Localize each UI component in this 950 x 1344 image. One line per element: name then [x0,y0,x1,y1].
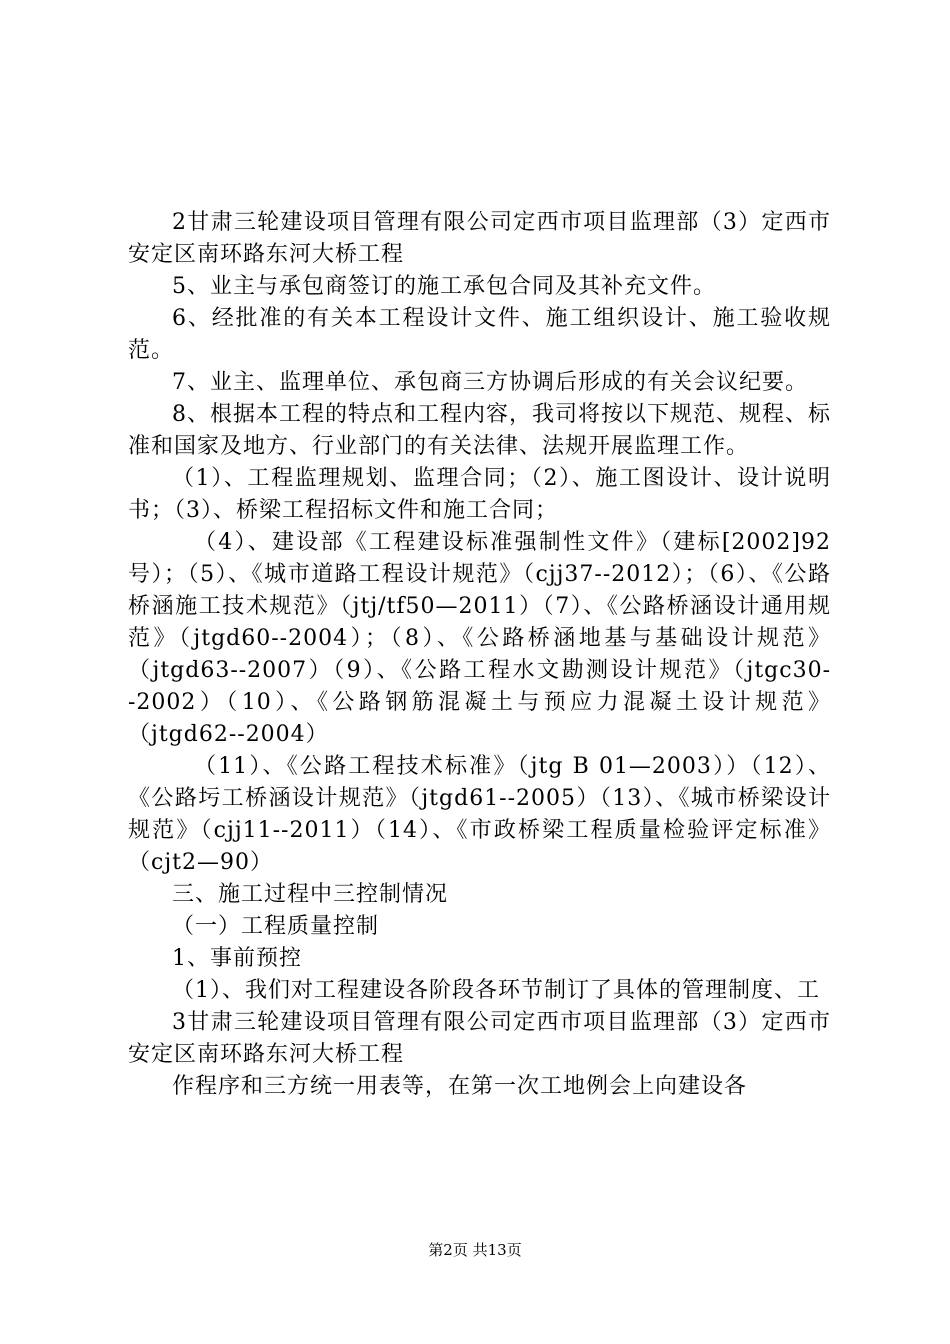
list-item-5: 5、业主与承包商签订的施工承包合同及其补充文件。 [172,274,716,299]
spec-list-11-14: （11）、《公路工程技术标准》（jtg B 01—2003））（12）、《公路圬工桥涵设计规范》（jtgd61--2005）（13）、《城市桥梁设计规范》（cjj11--2011）（14）、《市政桥梁工程质量检验评定标准》（cjt2—90） [128,754,831,875]
page-number-label: 第2页 共13页 [428,1241,522,1259]
spec-list-1-3: （1）、工程监理规划、监理合同；（2）、施工图设计、设计说明书；（3）、桥梁工程招标文件和施工合同； [128,466,831,523]
list-item-8: 8、根据本工程的特点和工程内容，我司将按以下规范、规程、标准和国家及地方、行业部门的有关法律、法规开展监理工作。 [128,402,831,459]
running-header-paragraph: 3甘肃三轮建设项目管理有限公司定西市项目监理部（3）定西市安定区南环路东河大桥工程 [128,1010,831,1067]
point-heading: 1、事前预控 [172,946,302,971]
list-item-7: 7、业主、监理单位、承包商三方协调后形成的有关会议纪要。 [172,370,808,395]
document-body [128,207,831,1103]
section-heading: 三、施工过程中三控制情况 [172,882,449,907]
continuation-paragraph: 作程序和三方统一用表等，在第一次工地例会上向建设各 [172,1074,748,1099]
page-footer [0,1240,950,1260]
subsection-heading: （一）工程质量控制 [172,914,380,939]
running-header-paragraph: 2甘肃三轮建设项目管理有限公司定西市项目监理部（3）定西市安定区南环路东河大桥工程 [128,210,831,267]
point-paragraph: （1）、我们对工程建设各阶段各环节制订了具体的管理制度、工 [172,978,820,1003]
list-item-6: 6、经批准的有关本工程设计文件、施工组织设计、施工验收规范。 [128,306,831,363]
spec-list-4-10: （4）、建设部《工程建设标准强制性文件》（建标[2002]92号）；（5）、《城市道路工程设计规范》（cjj37--2012）；（6）、《公路桥涵施工技术规范》（jtj/tf50—2011）（7）、《公路桥涵设计通用规范》（jtgd60--2004）；（8）、《公路桥涵地基与基础设计规范》（jtgd63--2007）（9）、《公路工程水文勘测设计规范》（jtgc30--2002）（10）、《公路钢筋混凝土与预应力混凝土设计规范》（jtgd62--2004） [128,530,831,747]
